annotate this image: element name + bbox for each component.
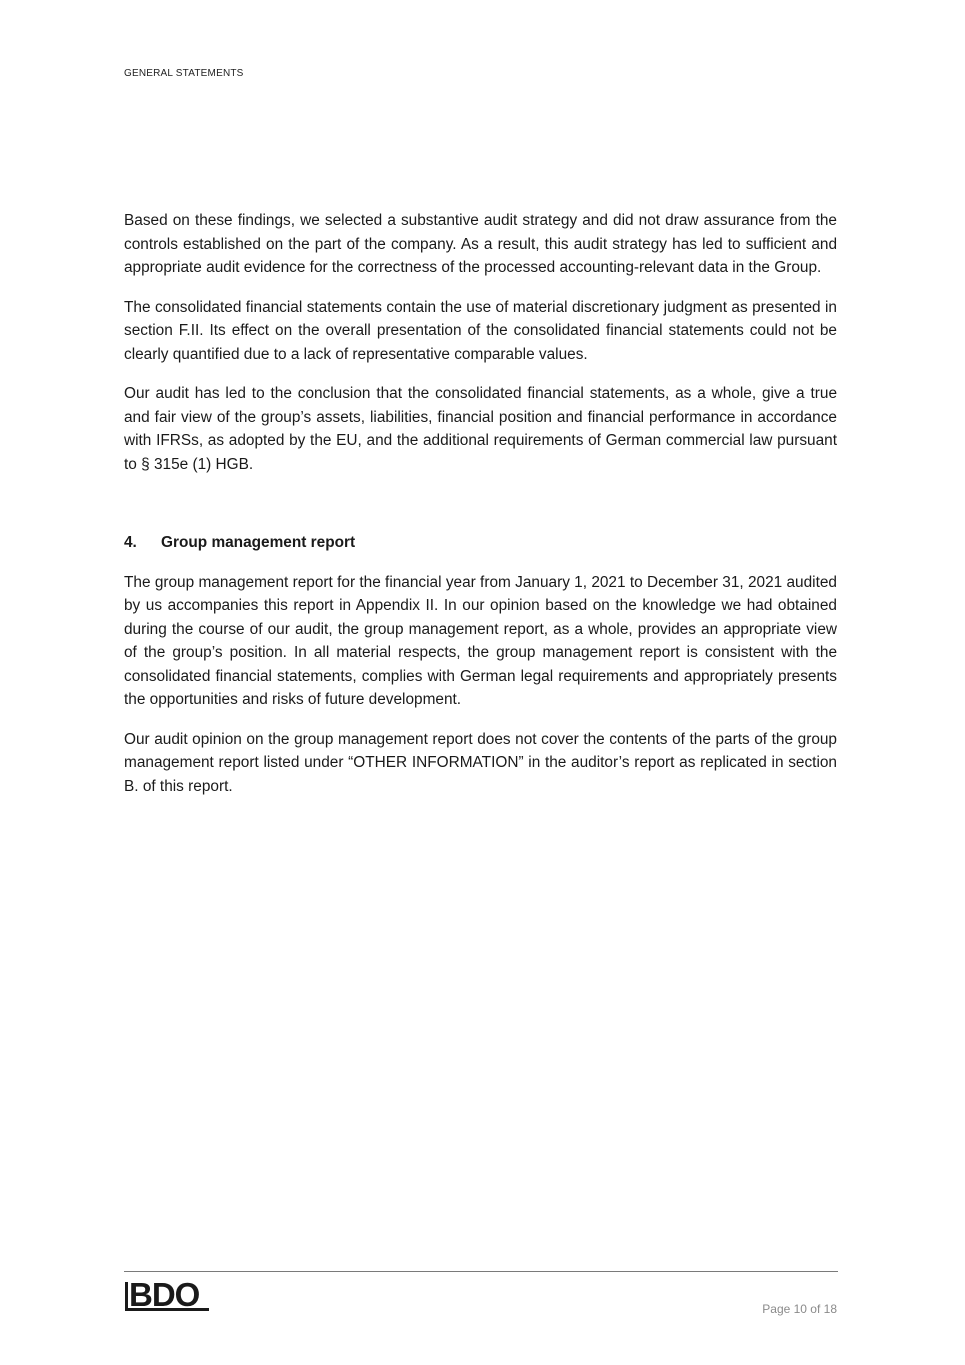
paragraph-group-management-report: The group management report for the financial year from January 1, 2021 to December 31, 2021 audited by us accompanies this report in Appendix II. In our opinion based on the knowledge we had obtained during the course of our audit, the group management report, as a whole, provides an appropriate view of the group’s position. In all material respects, the group management report is consistent with the consolidated financial statements, complies with German legal requirements and appropriately presents the opportunities and risks of future development. xyxy=(124,573,837,708)
bdo-logo xyxy=(124,1278,210,1314)
page-content xyxy=(124,209,837,814)
section-heading xyxy=(124,531,837,555)
paragraph-discretionary-judgment: The consolidated financial statements contain the use of material discretionary judgment as presented in section F.II. Its effect on the overall presentation of the consolidated financial statements could not be clearly quantified due to a lack of representative comparable values. xyxy=(124,298,837,363)
page-number: Page 10 of 18 xyxy=(762,1302,837,1316)
section-number: 4. xyxy=(124,534,137,551)
running-header: GENERAL STATEMENTS xyxy=(124,68,244,79)
section-title: Group management report xyxy=(161,534,356,551)
paragraph-audit-strategy: Based on these findings, we selected a substantive audit strategy and did not draw assurance from the controls established on the part of the company. As a result, this audit strategy has led to sufficient and appropriate audit evidence for the correctness of the processed accounting-relevant data in the Group. xyxy=(124,212,837,276)
footer-divider xyxy=(124,1271,838,1272)
paragraph-true-and-fair-view: Our audit has led to the conclusion that the consolidated financial statements, as a whole, give a true and fair view of the group’s assets, liabilities, financial position and financial performance in accordance with IFRSs, as adopted by the EU, and the additional requirements of German commercial law pursuant to § 315e (1) HGB. xyxy=(124,385,837,473)
bdo-logo-text: BDO xyxy=(129,1278,200,1313)
paragraph-other-information: Our audit opinion on the group management report does not cover the contents of the parts of the group management report listed under “OTHER INFORMATION” in the auditor’s report as replicated in section B. of this report. xyxy=(124,730,837,795)
